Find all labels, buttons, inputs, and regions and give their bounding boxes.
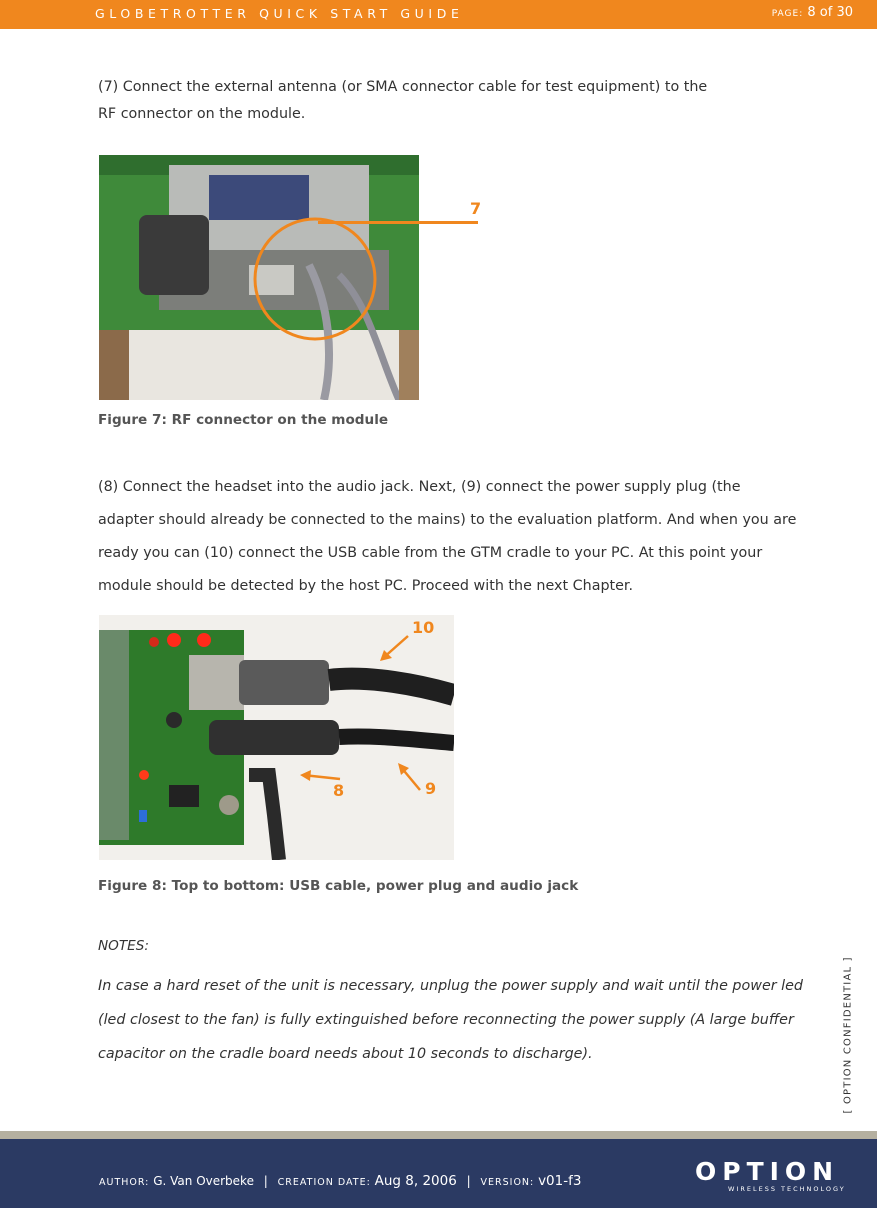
figure-8-caption: Figure 8: Top to bottom: USB cable, power plug and audio jack [98, 878, 579, 894]
page-footer [0, 1139, 877, 1208]
option-logo [695, 1158, 853, 1192]
version-value: v01-f3 [538, 1173, 582, 1189]
creation-date-value: Aug 8, 2006 [374, 1173, 457, 1189]
footer-separator: | [466, 1174, 471, 1188]
document-title: GLOBETROTTER QUICK START GUIDE [95, 6, 464, 21]
footer-stripe [0, 1131, 877, 1139]
confidential-sidebar [838, 956, 858, 1118]
logo-tagline: WIRELESS TECHNOLOGY [728, 1185, 846, 1192]
step-7-line-2: RF connector on the module. [98, 106, 306, 122]
figure-8-callout-10: 10 [412, 618, 435, 637]
step-7-line-1: (7) Connect the external antenna (or SMA connector cable for test equipment) to the [98, 79, 708, 95]
logo-wordmark: OPTION [695, 1158, 840, 1186]
step-8-paragraph: (8) Connect the headset into the audio jack. Next, (9) connect the power supply plug (the adapter should already be connected to the mains) to the evaluation platform. And when you are ready you can (10) connect the USB cable from the GTM cradle to your PC. At this point your module should be detected by the host PC. Proceed with the next Chapter. [98, 479, 797, 594]
figure-8-callout-9: 9 [425, 779, 437, 798]
callout-8-arrowhead [300, 770, 311, 781]
notes-text: In case a hard reset of the unit is necessary, unplug the power supply and wait until the power led (led closest to the fan) is fully extinguished before reconnecting the power supply (A large buffer capacitor on the cradle board needs about 10 seconds to discharge). [98, 978, 804, 1062]
figure-7-caption: Figure 7: RF connector on the module [98, 412, 389, 428]
author-label: AUTHOR: [99, 1177, 150, 1188]
footer-separator: | [263, 1174, 268, 1188]
author-value: G. Van Overbeke [153, 1174, 254, 1188]
notes-heading: NOTES: [98, 938, 149, 954]
version-label: VERSION: [480, 1177, 535, 1188]
figure-8-callout-8: 8 [333, 781, 345, 800]
confidential-label: [ OPTION CONFIDENTIAL ] [842, 956, 854, 1114]
footer-metadata [99, 1173, 581, 1189]
creation-date-label: CREATION DATE: [277, 1177, 371, 1188]
page-label: PAGE: [771, 9, 804, 19]
figure-7-callout-label: 7 [470, 199, 482, 218]
page-value: 8 of 30 [807, 5, 853, 20]
